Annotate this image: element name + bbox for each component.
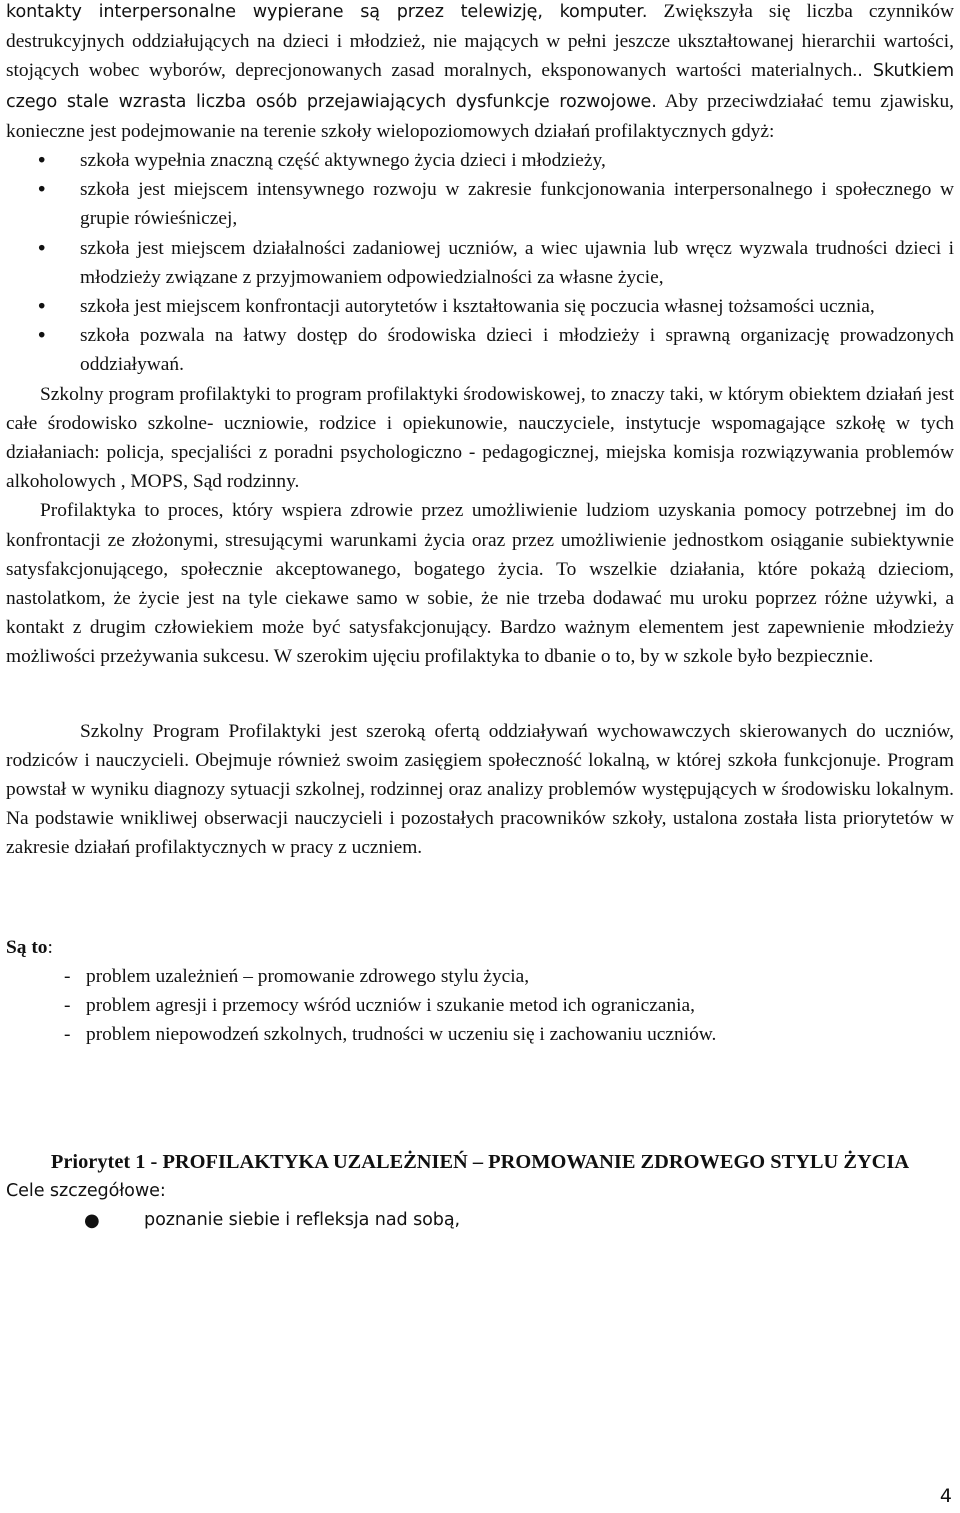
offer-paragraph: Szkolny Program Profilaktyki jest szeroką ofertą oddziaływań wychowawczych skierowanych do uczniów, rodziców i nauczycieli. Obejmuje również swoim zasięgiem społeczność lokalną, w której szkoła funkcjonuje. Program powstał w wyniku diagnozy sytuacji szkolnej, rodzinnej oraz analizy problemów występujących w środowisku lokalnym. Na podstawie wnikliwej obserwacji nauczycieli i pozostałych pracowników szkoły, ustalona została lista priorytetów w zakresie działań profilaktycznych w pracy z uczniem. [6, 720, 954, 859]
bullet-icon: • [36, 178, 48, 202]
list-item [6, 146, 954, 175]
intro-text-serif-2: Aby przeciwdziałać temu zjawisku, konieczne jest podejmowanie na terenie szkoły wielopoziomowych działań profilaktycznych gdyż: [6, 90, 954, 142]
page-number: 4 [939, 1485, 952, 1507]
list-item [6, 962, 954, 991]
spacer [6, 1050, 954, 1148]
dash-icon: - [64, 995, 71, 1017]
priority-heading: Priorytet 1 - PROFILAKTYKA UZALEŻNIEŃ – PROMOWANIE ZDROWEGO STYLU ŻYCIA [50, 1150, 910, 1173]
list-item [6, 234, 954, 292]
bullet-icon: • [36, 236, 48, 260]
priorities-label [6, 933, 954, 962]
intro-paragraph [6, 0, 954, 146]
bullet-icon: • [36, 149, 48, 173]
list-item-text: problem agresji i przemocy wśród uczniów i szukanie metod ich ograniczania, [86, 995, 695, 1017]
intro-text-sans-2: . Skutkiem czego stale wzrasta liczba osób przejawiających dysfunkcje rozwojowe. [6, 61, 954, 112]
bullet-icon: • [36, 324, 48, 348]
list-item-text: szkoła wypełnia znaczną część aktywnego życia dzieci i młodzieży, [80, 150, 606, 172]
list-item-text: szkoła jest miejscem konfrontacji autorytetów i kształtowania się poczucia własnej tożsamości ucznia, [80, 296, 875, 318]
list-item [6, 175, 954, 233]
list-item-text: szkoła jest miejscem intensywnego rozwoju w zakresie funkcjonowania interpersonalnego i społecznego w grupie rówieśniczej, [80, 179, 954, 230]
list-item [6, 292, 954, 321]
list-item [6, 1206, 954, 1235]
program-paragraph: Szkolny program profilaktyki to program profilaktyki środowiskowej, to znaczy taki, w którym obiektem działań jest całe środowisko szkolne- uczniowie, rodzice i opiekunowie, nauczyciele, instytucje wspomagające szkołę w tych działaniach: policja, specjaliści z poradni psychologiczno - pedagogicznej, miejska komisja rozwiązywania problemów alkoholowych , MOPS, Sąd rodzinny. [6, 383, 954, 493]
reasons-list [6, 146, 954, 380]
intro-text-serif: Zwiększyła się liczba czynników destrukcyjnych oddziałujących na dzieci i młodzież, nie mających w pełni jeszcze ukształtowanej hierarchii wartości, stojących wobec wyborów, deprecjonowanych zasad moralnych, eksponowanych wartości materialnych. [6, 1, 954, 82]
list-item-text: problem uzależnień – promowanie zdrowego stylu życia, [86, 965, 530, 987]
list-item-text: szkoła pozwala na łatwy dostęp do środowiska dzieci i młodzieży i sprawną organizację prowadzonych oddziaływań. [80, 325, 954, 376]
spacer [6, 863, 954, 933]
list-item-text: problem niepowodzeń szkolnych, trudności w uczeniu się i zachowaniu uczniów. [86, 1024, 717, 1046]
priorities-list [6, 962, 954, 1050]
list-item-text: szkoła jest miejscem działalności zadaniowej uczniów, a wiec ujawnia lub wręcz wyzwala trudności dzieci i młodzieży związane z przyjmowaniem odpowiedzialności za własne życie, [80, 237, 954, 288]
dash-icon: - [64, 965, 71, 987]
spacer [6, 672, 954, 717]
goals-label: Cele szczegółowe: [6, 1180, 166, 1201]
profilaktyka-paragraph: Profilaktyka to proces, który wspiera zdrowie przez umożliwienie ludziom uzyskania pomocy potrzebnej im do konfrontacji ze złożonymi, stresującymi warunkami życia oraz przez umożliwienie jednostkom osiąganie subiektywnie satysfakcjonującego, społecznie akceptowanego, bogatego życia. To wszelkie działania, które pokażą dzieciom, nastolatkom, że życie jest na tyle ciekawe samo w sobie, że nie trzeba dodawać mu uroku poprzez różne używki, a kontakt z drugim człowiekiem może być satysfakcjonujący. Bardzo ważnym elementem jest zapewnienie młodzieży możliwości przeżywania sukcesu. W szerokim ujęciu profilaktyka to dbanie o to, by w szkole było bezpiecznie. [6, 500, 954, 668]
list-item [6, 321, 954, 379]
intro-text-sans: kontakty interpersonalne wypierane są przez telewizję, komputer. [6, 2, 648, 22]
list-item [6, 991, 954, 1020]
bullet-icon: ● [84, 1209, 100, 1231]
goals-list [6, 1206, 954, 1235]
bullet-icon: • [36, 295, 48, 319]
list-item [6, 1020, 954, 1049]
list-item-text: poznanie siebie i refleksja nad sobą, [144, 1209, 461, 1230]
document-page [6, 0, 954, 1235]
priorities-label-colon: : [47, 936, 53, 958]
dash-icon: - [64, 1024, 71, 1046]
priorities-label-bold: Są to [6, 936, 48, 958]
